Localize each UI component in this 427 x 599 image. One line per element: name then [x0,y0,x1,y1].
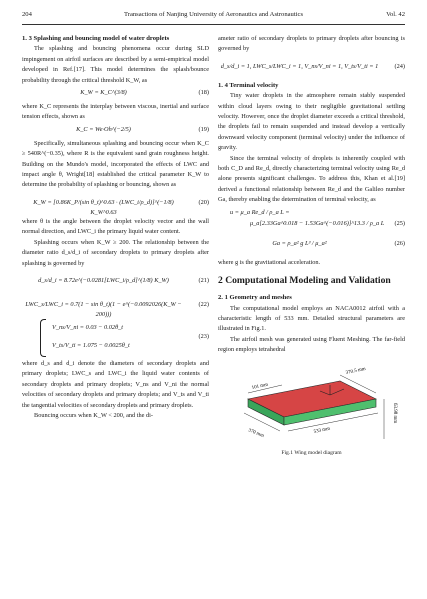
page-number: 204 [22,11,32,18]
equation-line: V_ns/V_ni = 0.03 − 0.02θ_t [52,323,124,331]
paragraph: ameter ratio of secondary droplets to primary droplets after bouncing is governed by [218,35,405,53]
equation-number: (20) [198,198,209,206]
equation-expression: K_C = We·Oh^(−2/5) [76,125,131,133]
equation-line: u = μ_a Re_d / ρ_a L = [230,208,290,216]
dimension-label: 101 mm [251,382,269,391]
running-header [22,11,405,25]
equation-line: V_ts/V_ti = 1.075 − 0.0025θ_t [52,341,130,349]
paragraph: Bouncing occurs when K_W < 200, and the di- [34,411,154,419]
equation-expression: d_s/d_i = 8.72e^(−0.0281[LWC_i/ρ_d]^(1/8) K_W) [38,276,169,284]
equation-25 [218,208,405,232]
section-2-heading: 2 Computational Modeling and Validation [218,275,391,287]
dimension-label: 370 mm [247,427,265,439]
equation-expression: K_W = [0.86K_P/(sin θ_t)^0.63 · (LWC_i/ρ_d)]^(−1/8) K_W^0.63 [33,198,174,217]
dimension-label: 63.98 mm [392,402,397,423]
figure-caption: Fig.1 Wing model diagram [281,449,342,456]
section-2-1-heading: 2. 1 Geometry and meshes [218,294,292,302]
equation-19 [22,125,209,137]
paragraph: Tiny water droplets in the atmosphere remain stably suspended within cloud layers owing to their negligible gravitational settling velocity. However, once the droplet diameter exceeds a critical threshold, the droplets fail to remain suspended and instead develop a vertically downward velocity component (terminal velocity) under the influence of gravity. [218,92,405,152]
equation-26 [218,234,405,256]
paragraph: The computational model employs an NACA0012 airfoil with a characteristic length of 533 mm. Detailed structural parameters are illustrated in Fig.1. [218,304,405,333]
equation-expression: LWC_s/LWC_i = 0.7(1 − sin θ_t)(1 − e^(−0.0092026(K_W − 200))) [25,300,182,319]
paragraph: Specifically, simultaneous splashing and bouncing occur when K_C ≥ 540R^(−0.35), where R is the equivalent sand grain roughness height. Building on the Mundo's model, incorporated the effects of LWC and impact angle θ, Wright[18] established the critical parameter K_W to determine the probability of splashing or bouncing, shown as [22,139,209,189]
equation-23 [22,319,209,357]
paragraph: where K_C represents the interplay between viscous, inertial and surface tension effects, shown as [22,103,209,121]
equation-22 [22,295,209,317]
paragraph: Splashing occurs when K_W ≥ 200. The relationship between the diameter ratio d_s/d_i of secondary droplets to primary droplets after splashing is governed by [22,238,209,267]
equation-number: (24) [394,62,405,70]
paragraph: The splashing and bouncing phenomena occur during SLD impingement on airfoil surfaces are described by a semi-empirical model developed in Ref.[17]. This model determines the splash/bounce probability through the critical threshold K_W, as [22,45,209,84]
paragraph: where θ is the angle between the droplet velocity vector and the wall normal direction, and LWC_i the primary liquid water content. [22,217,209,236]
journal-title: Transactions of Nanjing University of Aeronautics and Astronautics [123,11,304,18]
equation-expression [22,319,185,355]
equation-number: (19) [198,125,209,133]
wing-model-diagram [218,359,405,445]
equation-number: (26) [394,239,405,247]
header-rule [22,24,405,25]
equation-21 [22,271,209,293]
paragraph: The airfoil mesh was generated using Fluent Meshing. The far-field region employs tetrahedral [218,335,405,354]
left-column [22,34,209,421]
equation-18 [22,88,209,100]
equation-expression: d_s/d_i = 1, LWC_s/LWC_i = 1, V_ns/V_ni = 1, V_ts/V_ti = 1 [220,62,379,70]
volume-label: Vol. 42 [386,11,405,18]
equation-number: (22) [198,300,209,308]
paragraph: where g is the gravitational acceleration. [218,258,321,266]
equation-expression: Ga = ρ_a² g L³ / μ_a² [272,239,327,247]
equation-line: μ_a[2.33Ga^0.018 − 1.53Ga^(−0.016)]^13.3 / ρ_a L [250,219,385,227]
equation-number: (21) [198,276,209,284]
paragraph: Since the terminal velocity of droplets is inherently coupled with both C_D and Re_d, directly characterizing terminal velocity using Re_d alone presents significant challenges. To address this, Khan et al.[19] derived a functional relationship between Re_d and the Galileo number Ga, thereby enabling the determination of terminal velocity, as [218,154,405,204]
equation-number: (25) [394,219,405,227]
equation-20 [22,193,209,215]
equation-24 [218,57,405,79]
dimension-label: 533 mm [313,426,331,435]
section-1-3-heading: 1. 3 Splashing and bouncing model of water droplets [22,35,170,42]
section-1-4-heading: 1. 4 Terminal velocity [218,81,279,89]
equation-expression: K_W = K_C^(3/8) [80,89,127,97]
equation-number: (23) [198,332,209,340]
right-column [218,34,405,455]
dimension-label: 370.5 mm [345,366,367,376]
equation-number: (18) [198,89,209,97]
paragraph: where d_s and d_i denote the diameters of secondary droplets and primary droplets; LWC_s and LWC_i the liquid water contents of secondary droplets and primary droplets; V_ns and V_ni the normal velocities of secondary droplets and primary droplets; and V_ts and V_ti the tangential velocities of secondary droplets and primary droplets. [22,359,209,409]
wing-model-figure [218,359,405,455]
